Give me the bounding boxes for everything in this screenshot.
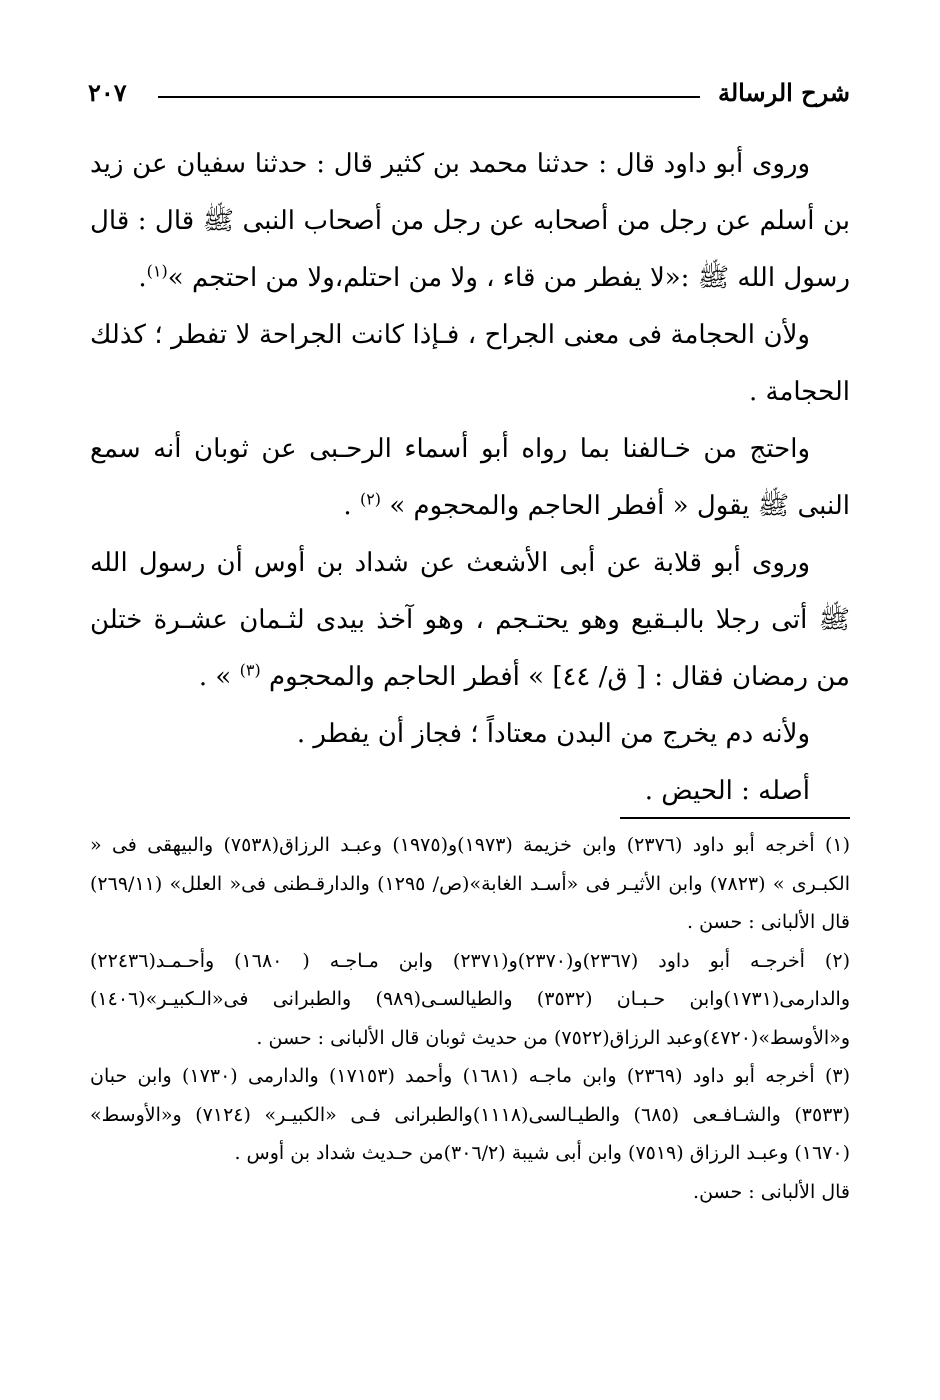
paragraph-text: وروى أبو قلابة عن أبى الأشعث عن شداد بن أوس أن رسول الله ﷺ أتى رجلا بالبـقيع وهو يحتـجم ، وهو آخذ بيدى لثـمان عشـرة ختلن من رمضان فقال : [ ق/ ٤٤] » أفطر الحاجم والمحجوم <box>90 548 850 692</box>
footnote: قال الألبانى : حسن. <box>693 1180 850 1203</box>
page-header <box>88 74 850 122</box>
main-text <box>90 136 850 820</box>
paragraph-text: واحتج من خـالفنا بما رواه أبو أسماء الرحـبى عن ثوبان أنه سمع النبى ﷺ يقول « أفطر الحاجم والمحجوم » <box>90 434 850 521</box>
header-rule <box>158 96 700 98</box>
footnote: (١) أخرجه أبو داود (٢٣٧٦) وابن خزيمة (١٩٧٣)و(١٩٧٥) وعبـد الرزاق(٧٥٣٨) والبيهقى فى « الكبـرى » (٧٨٢٣) وابن الأثيـر فى «أسـد الغابة»(ص/ ١٢٩٥) والدارقـطنى فى« العلل» (٢٦٩/١١) قال الألبانى : حسن . <box>90 834 851 933</box>
footnotes <box>90 826 850 1211</box>
footnote: (٣) أخرجه أبو داود (٢٣٦٩) وابن ماجـه (١٦٨١) وأحمد (١٧١٥٣) والدارمى (١٧٣٠) وابن حبان (٣٥٣٣) والشـافـعى (٦٨٥) والطيـالسى(١١١٨)والطبرانى فـى «الكبيـر» (٧١٢٤) و«الأوسط» (١٦٧٠) وعبـد الرزاق (٧٥١٩) وابن أبى شيبة (٣٠٦/٢)من حـديث شداد بن أوس . <box>90 1065 851 1164</box>
paragraph-text: وروى أبو داود قال : حدثنا محمد بن كثير قال : حدثنا سفيان عن زيد بن أسلم عن رجل من أصحابه عن رجل من أصحاب النبى ﷺ قال : قال رسول الله ﷺ :«لا يفطر من قاء ، ولا من احتلم،ولا من احتجم » <box>90 149 850 293</box>
footnote-ref: (٣) <box>239 660 261 680</box>
paragraph <box>90 421 850 535</box>
footnote: (٢) أخرجـه أبو داود (٢٣٦٧)و(٢٣٧٠)و(٢٣٧١) وابن مـاجـه ( ١٦٨٠) وأحـمـد(٢٢٤٣٦) والدارمى(١٧٣١)وابن حـبـان (٣٥٣٢) والطيالسـى(٩٨٩) والطبرانى فى«الـكبيـر»(١٤٠٦) و«الأوسط»(٤٧٢٠)وعبد الرزاق(٧٥٢٢) من حديث ثوبان قال الألبانى : حسن . <box>90 949 851 1049</box>
footnote-separator <box>620 817 850 819</box>
footnote-ref: (٢) <box>359 489 382 509</box>
paragraph <box>90 535 850 706</box>
paragraph: ولأن الحجامة فى معنى الجراح ، فـإذا كانت الجراحة لا تفطر ؛ كذلك الحجامة . <box>90 320 850 407</box>
footnote-ref: (١) <box>146 261 168 281</box>
paragraph-end: » . <box>198 662 240 692</box>
running-title: شرح الرسالة <box>717 78 850 107</box>
page-number: ٢٠٧ <box>88 78 127 107</box>
paragraph: أصله : الحيض . <box>644 776 810 806</box>
paragraph: ولأنه دم يخرج من البدن معتاداً ؛ فجاز أن يفطر . <box>296 719 810 749</box>
paragraph <box>90 136 850 307</box>
paragraph-end: . <box>138 263 147 293</box>
paragraph-end: . <box>343 491 360 521</box>
